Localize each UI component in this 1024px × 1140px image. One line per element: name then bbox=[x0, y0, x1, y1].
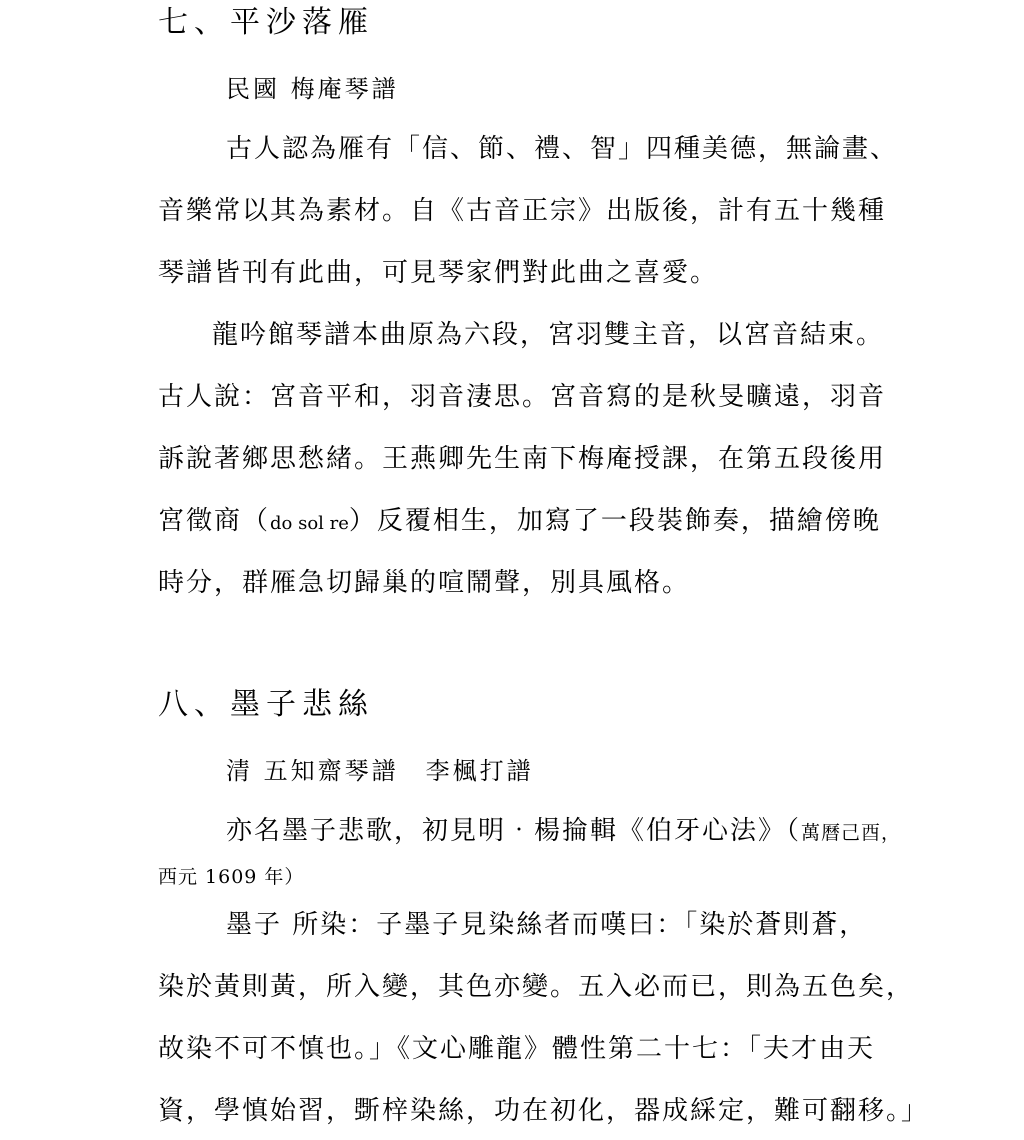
paragraph-line: 琴譜皆刊有此曲，可見琴家們對此曲之喜愛。 bbox=[158, 258, 719, 288]
paragraph-line: 資，學慎始習，斲梓染絲，功在初化，器成綵定，難可翻移。」 bbox=[158, 1096, 930, 1126]
text-segment: 亦名墨子悲歌，初見明‧楊掄輯《伯牙心法》（ bbox=[226, 816, 802, 846]
small-note: 萬曆己酉， bbox=[801, 822, 902, 844]
paragraph-line: 故染不可不慎也。」《文心雕龍》體性第二十七：「夫才由天 bbox=[158, 1034, 876, 1064]
paragraph-line bbox=[158, 504, 881, 541]
section-source: 民國 梅庵琴譜 bbox=[226, 75, 399, 103]
paragraph-line: 訴說著鄉思愁緒。王燕卿先生南下梅庵授課，在第五段後用 bbox=[158, 444, 887, 474]
paragraph-line: 西元 1609 年） bbox=[158, 866, 305, 888]
paragraph-line: 墨子 所染：子墨子見染絲者而嘆曰：「染於蒼則蒼， bbox=[226, 910, 868, 940]
paragraph-line: 音樂常以其為素材。自《古音正宗》出版後，計有五十幾種 bbox=[158, 196, 887, 226]
paragraph-line bbox=[226, 814, 901, 850]
text-segment: 宮徵商（ bbox=[158, 506, 271, 536]
section-title: 七、平沙落雁 bbox=[158, 5, 374, 40]
text-segment: ）反覆相生，加寫了一段裝飾奏，描繪傍晚 bbox=[348, 506, 881, 536]
section-title: 八、墨子悲絲 bbox=[158, 687, 374, 722]
solfege-notes: do sol re bbox=[270, 513, 349, 534]
paragraph-line: 古人認為雁有「信、節、禮、智」四種美德，無論畫、 bbox=[226, 134, 899, 164]
paragraph-line: 染於黃則黃，所入變，其色亦變。五入必而已，則為五色矣， bbox=[158, 972, 915, 1002]
section-source: 清 五知齋琴譜 李楓打譜 bbox=[226, 757, 534, 785]
paragraph-line: 古人說：宮音平和，羽音淒思。宮音寫的是秋旻曠遠，羽音 bbox=[158, 382, 887, 412]
paragraph-line: 時分，群雁急切歸巢的喧鬧聲，別具風格。 bbox=[158, 568, 691, 598]
paragraph-line: 龍吟館琴譜本曲原為六段，宮羽雙主音，以宮音結束。 bbox=[212, 320, 885, 350]
